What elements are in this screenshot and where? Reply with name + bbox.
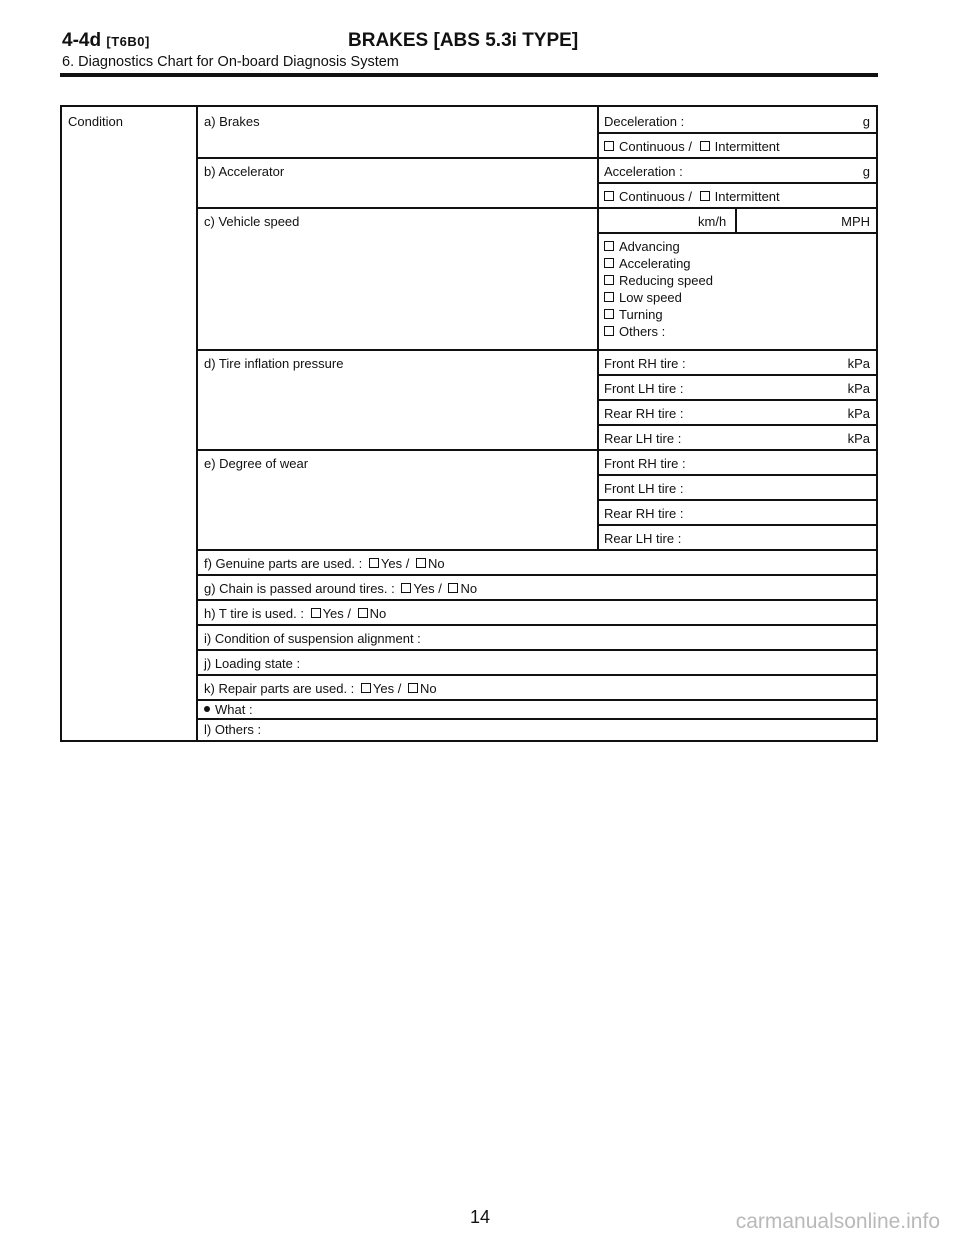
deceleration-unit: g: [862, 114, 870, 129]
t-tire-row: h) T tire is used. : Yes / No: [204, 606, 387, 621]
intermittent-checkbox[interactable]: [700, 141, 710, 151]
pressure-front-rh: Front RH tire :: [604, 356, 686, 371]
chain-row: g) Chain is passed around tires. : Yes / No: [204, 581, 478, 596]
pressure-front-lh: Front LH tire :: [604, 381, 684, 396]
tire-pressure-label: d) Tire inflation pressure: [204, 356, 344, 371]
vehicle-speed-label: c) Vehicle speed: [204, 214, 300, 229]
no-checkbox[interactable]: [448, 583, 458, 593]
page-number: 14: [469, 1207, 491, 1227]
column-divider: [196, 107, 198, 740]
page-subtitle: 6. Diagnostics Chart for On-board Diagnosis System: [62, 54, 399, 70]
bullet-icon: [204, 706, 210, 712]
others-checkbox[interactable]: [604, 326, 614, 336]
alignment-row: i) Condition of suspension alignment :: [204, 631, 421, 646]
yes-checkbox[interactable]: [369, 558, 379, 568]
section-tag: [T6B0]: [106, 34, 150, 49]
accelerator-label: b) Accelerator: [204, 164, 285, 179]
option-turning[interactable]: Turning: [604, 306, 713, 323]
accelerating-checkbox[interactable]: [604, 258, 614, 268]
speed-unit-divider: [735, 208, 737, 233]
brakes-label: a) Brakes: [204, 114, 260, 129]
pressure-unit: kPa: [847, 431, 870, 446]
mph-unit: MPH: [841, 214, 870, 229]
pressure-unit: kPa: [847, 406, 870, 421]
condition-label: Condition: [68, 114, 123, 129]
section-code: 4-4d [T6B0]: [62, 30, 150, 51]
option-others[interactable]: Others :: [604, 323, 713, 340]
acceleration-label: Acceleration :: [604, 164, 683, 179]
accelerator-pattern: Continuous / Intermittent: [604, 189, 780, 205]
yes-checkbox[interactable]: [311, 608, 321, 618]
wear-front-rh: Front RH tire :: [604, 456, 686, 471]
header-rule: [60, 73, 878, 77]
continuous-checkbox[interactable]: [604, 141, 614, 151]
reducing-speed-checkbox[interactable]: [604, 275, 614, 285]
watermark: carmanualsonline.info: [735, 1210, 940, 1233]
pressure-unit: kPa: [847, 356, 870, 371]
what-row: What :: [204, 702, 253, 718]
wear-front-lh: Front LH tire :: [604, 481, 684, 496]
others-row: l) Others :: [204, 722, 262, 737]
no-checkbox[interactable]: [358, 608, 368, 618]
deceleration-label: Deceleration :: [604, 114, 685, 129]
advancing-checkbox[interactable]: [604, 241, 614, 251]
wear-rear-lh: Rear LH tire :: [604, 531, 682, 546]
yes-checkbox[interactable]: [401, 583, 411, 593]
intermittent-checkbox[interactable]: [700, 191, 710, 201]
acceleration-unit: g: [862, 164, 870, 179]
kmh-unit: km/h: [698, 214, 727, 229]
turning-checkbox[interactable]: [604, 309, 614, 319]
brakes-pattern: Continuous / Intermittent: [604, 139, 780, 155]
page-title: BRAKES [ABS 5.3i TYPE]: [348, 30, 579, 51]
yes-checkbox[interactable]: [361, 683, 371, 693]
repair-parts-row: k) Repair parts are used. : Yes / No: [204, 681, 437, 696]
continuous-checkbox[interactable]: [604, 191, 614, 201]
pressure-rear-lh: Rear LH tire :: [604, 431, 682, 446]
column-divider: [597, 107, 599, 550]
no-checkbox[interactable]: [416, 558, 426, 568]
low-speed-checkbox[interactable]: [604, 292, 614, 302]
no-checkbox[interactable]: [408, 683, 418, 693]
genuine-parts-row: f) Genuine parts are used. : Yes / No: [204, 556, 445, 571]
driving-state-options: [604, 238, 713, 340]
wear-rear-rh: Rear RH tire :: [604, 506, 684, 521]
diagnostics-condition-table: [60, 105, 878, 742]
loading-state-row: j) Loading state :: [204, 656, 301, 671]
wear-label: e) Degree of wear: [204, 456, 309, 471]
option-low-speed[interactable]: Low speed: [604, 289, 713, 306]
pressure-rear-rh: Rear RH tire :: [604, 406, 684, 421]
pressure-unit: kPa: [847, 381, 870, 396]
option-accelerating[interactable]: Accelerating: [604, 255, 713, 272]
option-reducing-speed[interactable]: Reducing speed: [604, 272, 713, 289]
option-advancing[interactable]: Advancing: [604, 238, 713, 255]
